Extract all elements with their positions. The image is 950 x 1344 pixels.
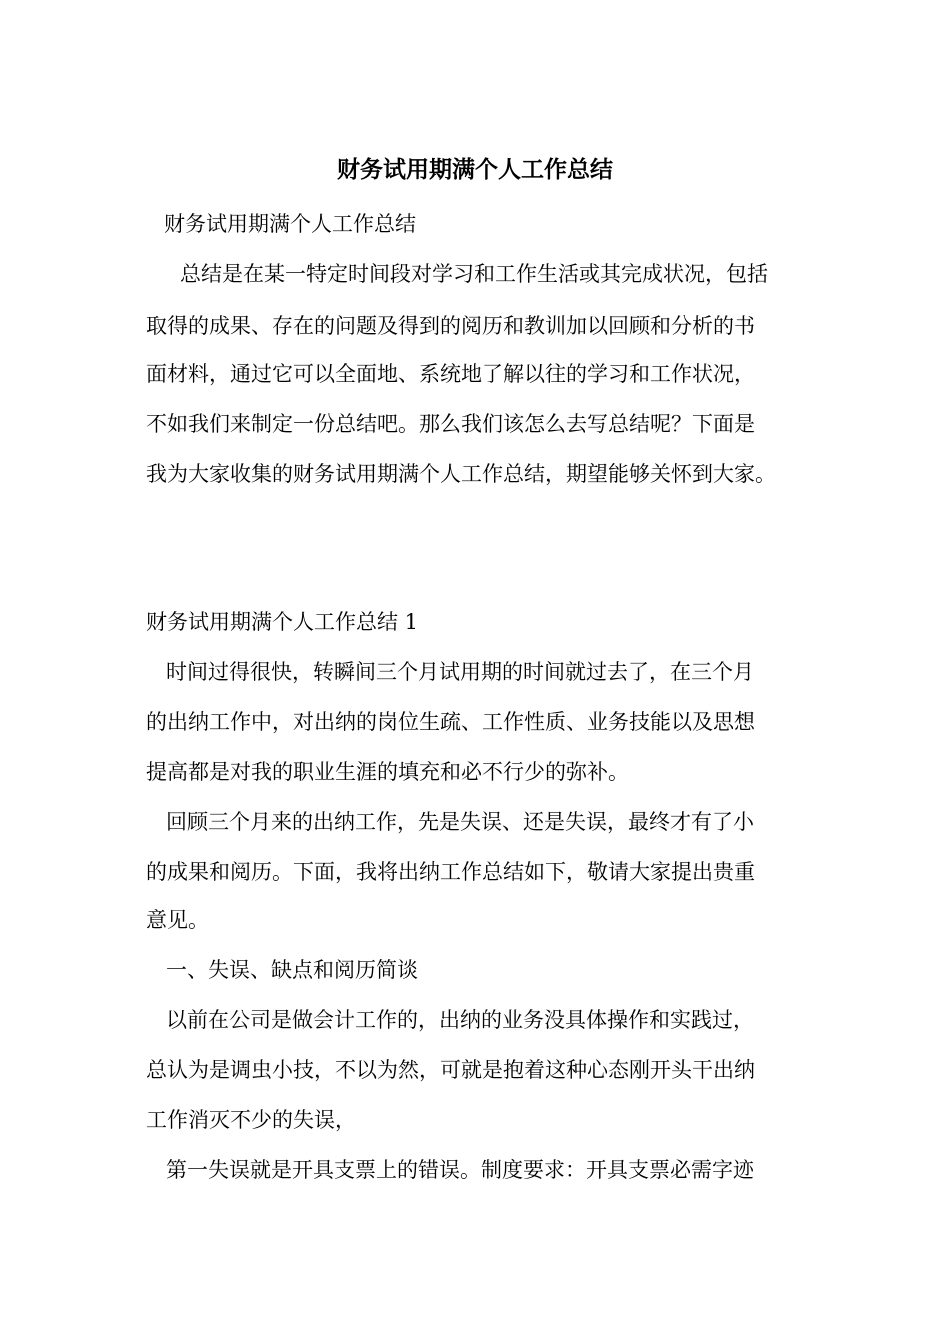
paragraph-line: 不如我们来制定一份总结吧。那么我们该怎么去写总结呢？下面是	[146, 412, 755, 436]
paragraph-line: 提高都是对我的职业生涯的填充和必不行少的弥补。	[146, 760, 629, 784]
paragraph-line: 我为大家收集的财务试用期满个人工作总结，期望能够关怀到大家。	[146, 462, 776, 486]
paragraph-line: 以前在公司是做会计工作的，出纳的业务没具体操作和实践过，	[166, 1008, 754, 1032]
intro-heading: 财务试用期满个人工作总结	[164, 212, 416, 236]
paragraph-line: 时间过得很快，转瞬间三个月试用期的时间就过去了，在三个月	[166, 660, 754, 684]
subsection-heading: 一、失误、缺点和阅历简谈	[166, 958, 418, 982]
paragraph-line: 的成果和阅历。下面，我将出纳工作总结如下，敬请大家提出贵重	[146, 860, 755, 884]
paragraph-line: 的出纳工作中，对出纳的岗位生疏、工作性质、业务技能以及思想	[146, 710, 755, 734]
paragraph-line: 面材料，通过它可以全面地、系统地了解以往的学习和工作状况，	[146, 362, 755, 386]
section-heading: 财务试用期满个人工作总结 1	[146, 610, 419, 634]
paragraph-line: 总认为是调虫小技，不以为然，可就是抱着这种心态刚开头干出纳	[146, 1058, 755, 1082]
paragraph-line: 取得的成果、存在的问题及得到的阅历和教训加以回顾和分析的书	[146, 314, 755, 338]
paragraph-line: 回顾三个月来的出纳工作，先是失误、还是失误，最终才有了小	[166, 810, 754, 834]
paragraph-line: 工作消灭不少的失误，	[146, 1108, 356, 1132]
paragraph-line: 总结是在某一特定时间段对学习和工作生活或其完成状况，包括	[180, 262, 768, 286]
document-title: 财务试用期满个人工作总结	[337, 156, 613, 183]
paragraph-line: 第一失误就是开具支票上的错误。制度要求：开具支票必需字迹	[166, 1158, 754, 1182]
paragraph-line: 意见。	[146, 908, 209, 932]
